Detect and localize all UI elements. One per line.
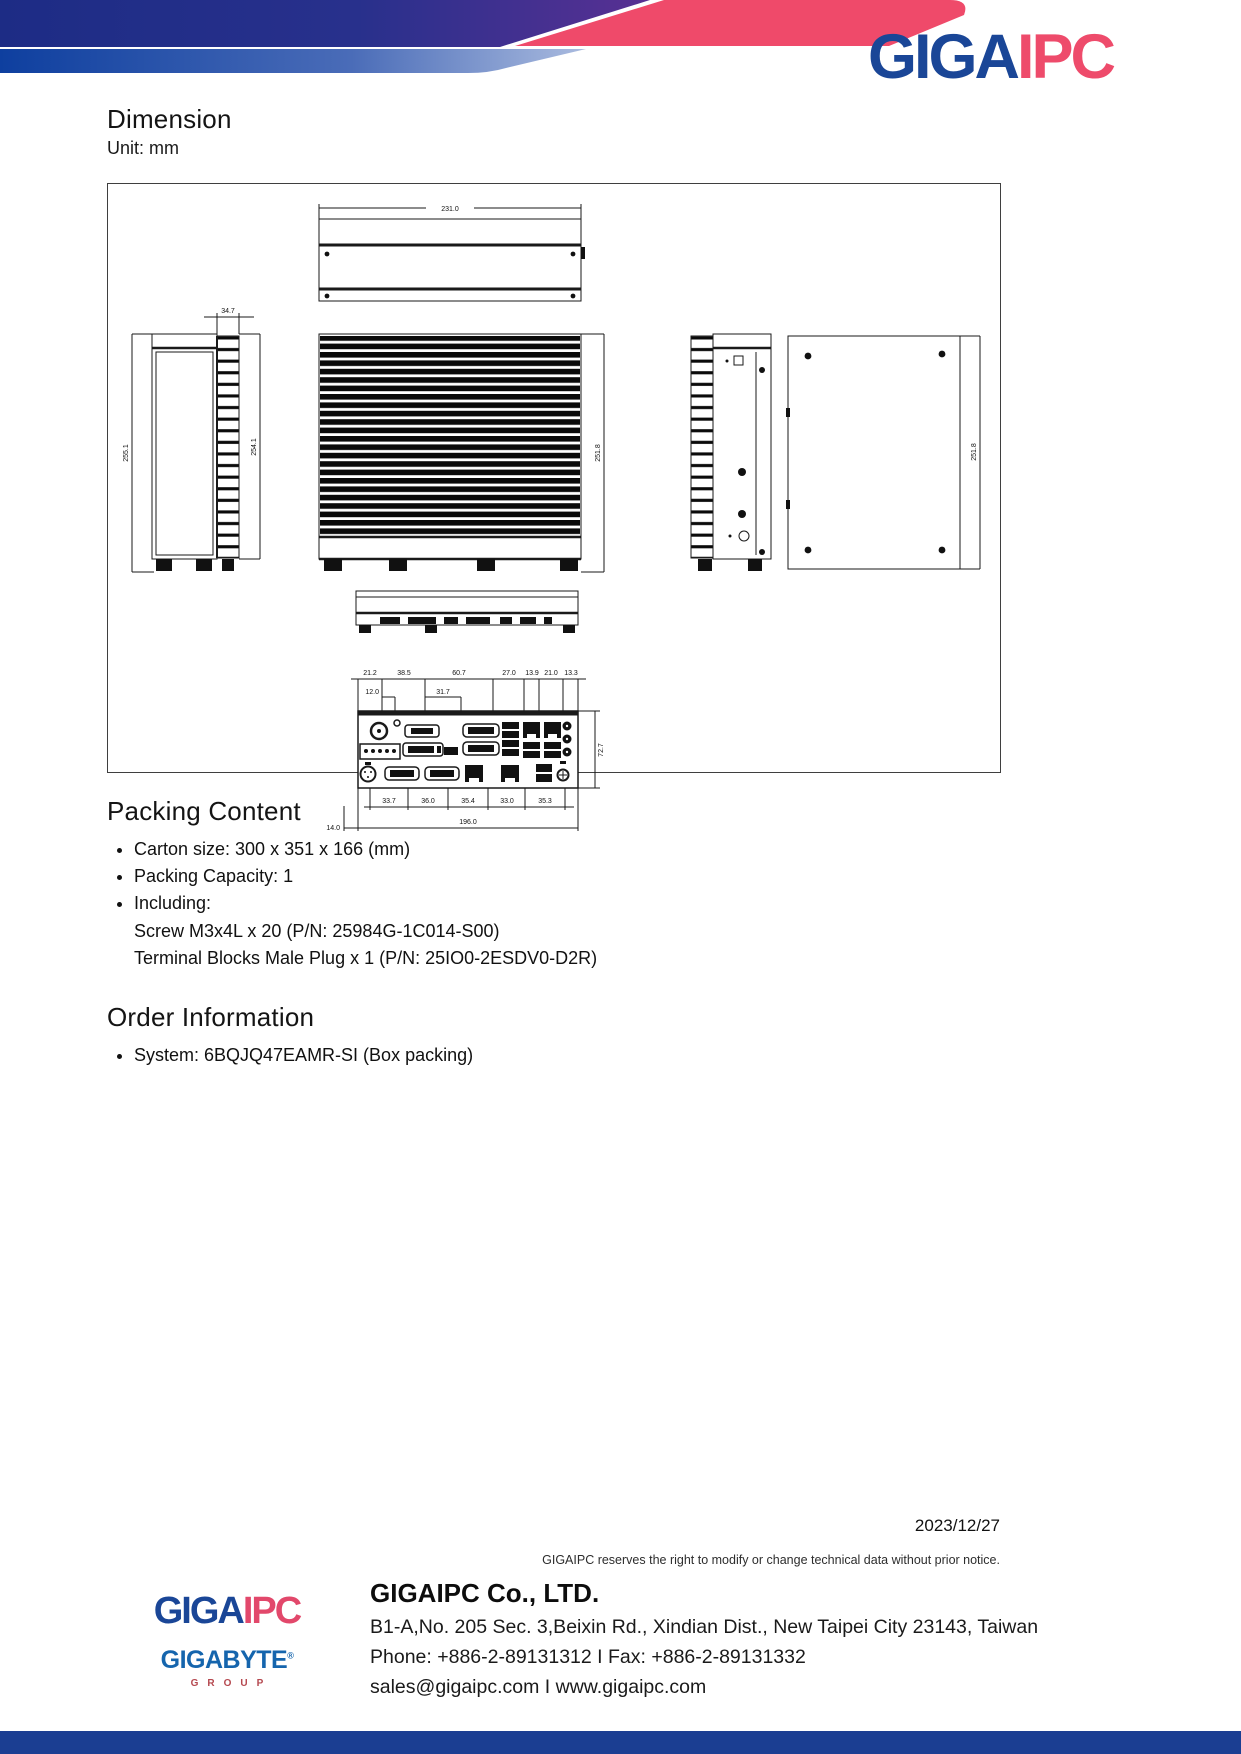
dim-io-top-5: 21.0 <box>544 670 558 677</box>
ribbon-light-blue <box>0 49 586 73</box>
dim-front-height: 251.8 <box>595 444 602 462</box>
dim-top-width: 231.0 <box>441 206 459 213</box>
disclaimer-text: GIGAIPC reserves the right to modify or change technical data without prior notice. <box>542 1553 1000 1567</box>
dim-io-bottom-0: 33.7 <box>382 798 396 805</box>
logo-ipc-text: IPC <box>1016 22 1113 92</box>
revision-date: 2023/12/27 <box>914 1516 1000 1535</box>
packing-item: • Including: <box>134 890 410 917</box>
front-view <box>319 334 604 572</box>
logo-giga-text: GIGA <box>867 22 1017 92</box>
footer-gigabyte-logo <box>138 1646 316 1675</box>
dimension-title: Dimension <box>107 104 232 134</box>
footer-gigaipc-logo <box>138 1592 316 1630</box>
top-view <box>319 204 585 301</box>
company-name: GIGAIPC Co., LTD. <box>370 1578 600 1608</box>
gigaipc-logo <box>867 22 1113 92</box>
company-phone-fax: Phone: +886-2-89131312 I Fax: +886-2-89131332 <box>370 1646 806 1668</box>
dim-io-bottom-4: 35.3 <box>538 798 552 805</box>
order-item: • System: 6BQJQ47EAMR-SI (Box packing) <box>134 1042 473 1069</box>
company-address: B1-A,No. 205 Sec. 3,Beixin Rd., Xindian Dist., New Taipei City 23143, Taiwan <box>370 1616 1039 1638</box>
dim-io-bottom-3: 33.0 <box>500 798 514 805</box>
dim-io-right: 72.7 <box>598 743 605 757</box>
packing-list <box>112 836 410 917</box>
dim-side-height-outer: 255.1 <box>123 444 130 462</box>
packing-including-line: Screw M3x4L x 20 (P/N: 25984G-1C014-S00) <box>134 921 500 941</box>
dimension-unit: Unit: mm <box>107 138 179 158</box>
packing-including-lines <box>134 918 597 972</box>
dim-side-fin-depth: 34.7 <box>221 308 235 315</box>
left-side-view <box>132 313 260 572</box>
order-list <box>112 1042 473 1069</box>
dim-io-top-3: 27.0 <box>502 670 516 677</box>
dim-io-top-2: 60.7 <box>452 670 466 677</box>
footer-logos <box>138 1592 316 1689</box>
packing-title: Packing Content <box>107 796 301 826</box>
footer-logo-giga-text: GIGA <box>153 1590 243 1632</box>
dim-io-top-6: 13.3 <box>564 670 578 677</box>
dim-io-top-1: 38.5 <box>397 670 411 677</box>
dim-io-row2-0: 12.0 <box>365 689 379 696</box>
footer-logo-ipc-text: IPC <box>242 1590 301 1632</box>
packing-including-line: Terminal Blocks Male Plug x 1 (P/N: 25IO0-2ESDV0-D2R) <box>134 948 598 968</box>
dim-io-bottom-total: 196.0 <box>459 819 477 826</box>
dim-io-top-0: 21.2 <box>363 670 377 677</box>
company-email-web: sales@gigaipc.com I www.gigaipc.com <box>370 1676 707 1698</box>
front-strip-view <box>356 591 578 633</box>
right-side-view <box>691 334 771 571</box>
dim-io-bottom-2: 35.4 <box>461 798 475 805</box>
dim-io-bottom-left: 14.0 <box>326 825 340 832</box>
dim-io-bottom-1: 36.0 <box>421 798 435 805</box>
order-title: Order Information <box>107 1002 315 1032</box>
packing-item: • Carton size: 300 x 351 x 166 (mm) <box>134 836 410 863</box>
footer-company-info <box>370 1578 1038 1699</box>
dim-rear-height: 251.8 <box>971 443 978 461</box>
dim-io-top-4: 13.9 <box>525 670 539 677</box>
io-panel-view <box>344 679 600 831</box>
footer-group-text: GROUP <box>190 1678 273 1689</box>
dim-io-row2-1: 31.7 <box>436 689 450 696</box>
rear-view <box>786 336 980 569</box>
footer-blue-bar <box>0 1731 1241 1754</box>
footer-gigabyte-text: GIGABYTE <box>160 1646 288 1674</box>
registered-mark: ® <box>287 1650 294 1661</box>
dim-side-height-inner: 254.1 <box>251 438 258 456</box>
packing-item: • Packing Capacity: 1 <box>134 863 410 890</box>
